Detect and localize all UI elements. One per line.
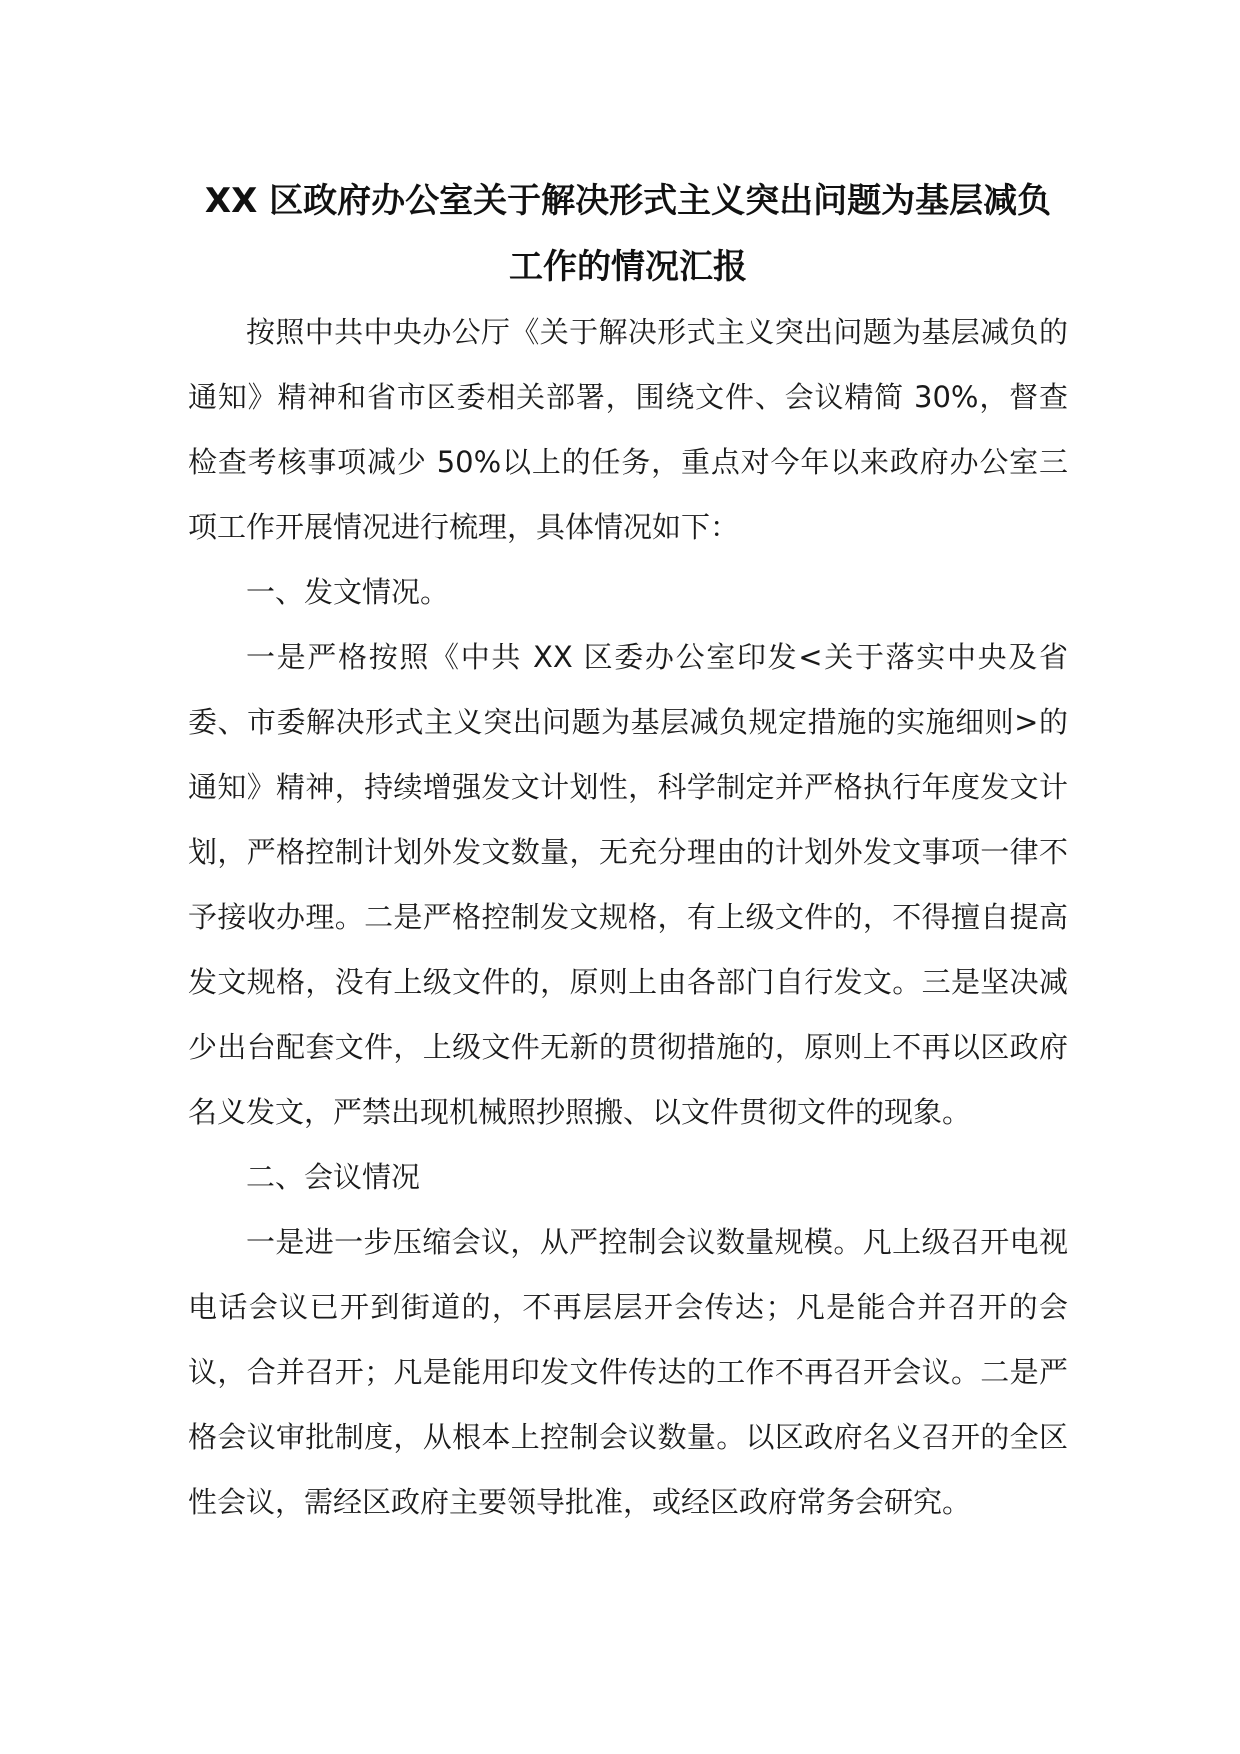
section-heading-documents: 一、发文情况。 [246,575,450,609]
documents-paragraph: 一是严格按照《中共 XX 区委办公室印发<关于落实中央及省委、市委解决形式主义突出问题为基层减负规定措施的实施细则>的通知》精神，持续增强发文计划性，科学制定并严格执行年度发文计划，严格控制计划外发文数量，无充分理由的计划外发文事项一律不予接收办理。二是严格控制发文规格，有上级文件的，不得擅自提高发文规格，没有上级文件的，原则上由各部门自行发文。三是坚决减少出台配套文件，上级文件无新的贯彻措施的，原则上不再以区政府名义发文，严禁出现机械照抄照搬、以文件贯彻文件的现象。 [188,640,1068,1129]
section-heading-meetings: 二、会议情况 [246,1160,421,1194]
meetings-paragraph: 一是进一步压缩会议，从严控制会议数量规模。凡上级召开电视电话会议已开到街道的，不再层层开会传达；凡是能合并召开的会议，合并召开；凡是能用印发文件传达的工作不再召开会议。二是严格会议审批制度，从根本上控制会议数量。以区政府名义召开的全区性会议，需经区政府主要领导批准，或经区政府常务会研究。 [188,1225,1068,1519]
document-title: XX 区政府办公室关于解决形式主义突出问题为基层减负工作的情况汇报 [204,181,1052,287]
document-page [188,168,1068,1535]
intro-paragraph: 按照中共中央办公厅《关于解决形式主义突出问题为基层减负的通知》精神和省市区委相关部署，围绕文件、会议精简 30%，督查检查考核事项减少 50%以上的任务，重点对今年以来政府办公室三项工作开展情况进行梳理，具体情况如下： [188,315,1068,544]
